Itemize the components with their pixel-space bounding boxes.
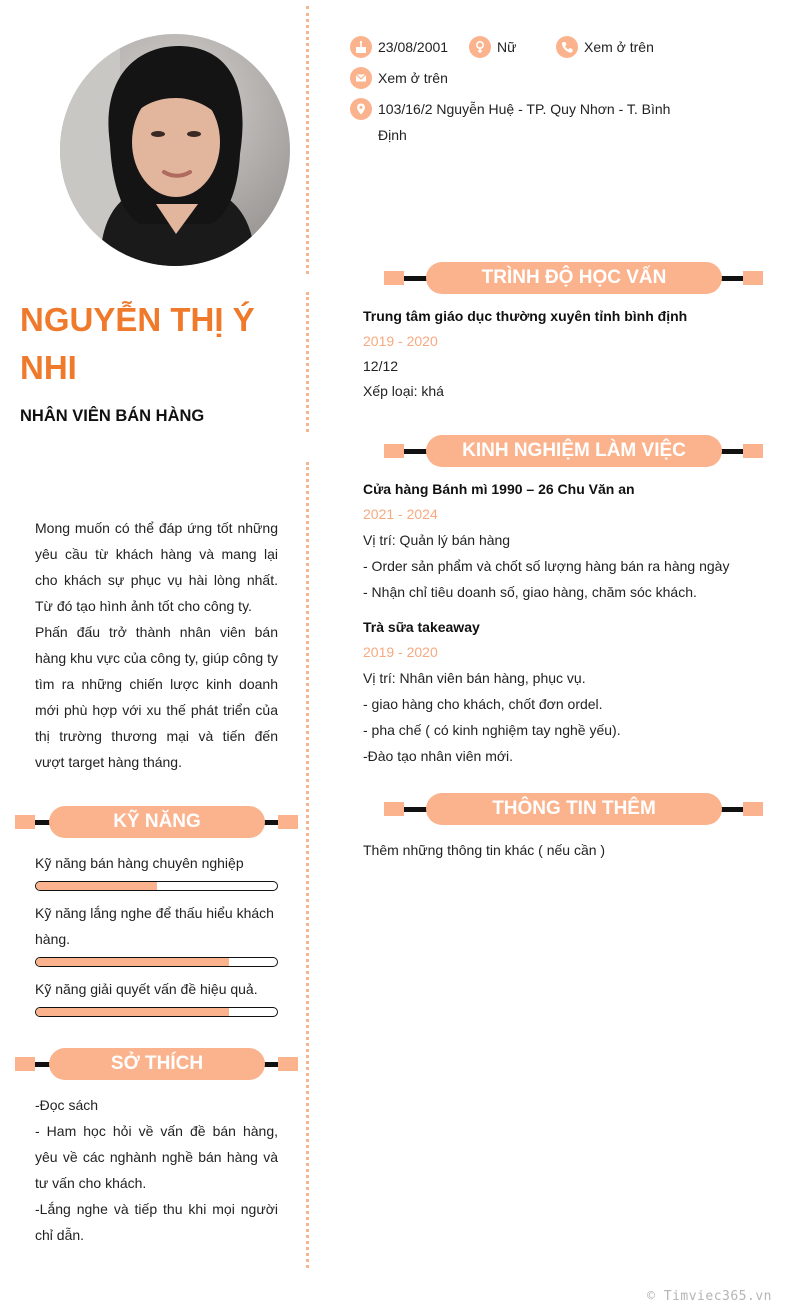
skills-list	[35, 850, 278, 1026]
job-period: 2019 - 2020	[363, 644, 438, 660]
education-section	[363, 304, 753, 404]
skill-item	[35, 900, 278, 967]
hobbies-title: SỞ THÍCH	[49, 1048, 265, 1080]
candidate-name: NGUYỄN THỊ Ý NHI	[20, 301, 255, 386]
job-detail: Vị trí: Nhân viên bán hàng, phục vụ.	[363, 670, 586, 686]
hobbies-header	[15, 1048, 298, 1082]
education-header	[384, 262, 764, 296]
job-company: Cửa hàng Bánh mì 1990 – 26 Chu Văn an	[363, 481, 635, 497]
contact-address	[350, 98, 680, 148]
hobby-item: -Đọc sách	[35, 1097, 99, 1113]
job-detail: - giao hàng cho khách, chốt đơn ordel.	[363, 696, 603, 712]
job-detail: Vị trí: Quản lý bán hàng	[363, 532, 511, 548]
education-title: TRÌNH ĐỘ HỌC VẤN	[426, 262, 722, 294]
job-detail: - pha chế ( có kinh nghiệm tay nghề yếu).	[363, 722, 621, 738]
skill-item	[35, 850, 278, 891]
email-text: Xem ở trên	[378, 70, 448, 86]
experience-title: KINH NGHIỆM LÀM VIỆC	[426, 435, 722, 467]
hobby-item: - Ham học hỏi về vấn đề bán hàng, yêu về các nghành nghề bán hàng và tư vấn cho khách.	[35, 1123, 278, 1191]
job-item	[363, 477, 753, 605]
objective-paragraph: Phấn đấu trở thành nhân viên bán hàng khu vực của công ty, giúp công ty tìm ra những chiến lược kinh doanh mới phù hợp với xu thế phát triển của thị trường thương mại và tiến đến vượt target hàng tháng.	[35, 624, 278, 770]
objective-paragraph: Mong muốn có thể đáp ứng tốt những yêu cầu từ khách hàng và mang lại cho khách sự phục vụ hài lòng nhất. Từ đó tạo hình ảnh tốt cho công ty.	[35, 520, 278, 614]
skill-item	[35, 976, 278, 1017]
contact-birthday	[350, 36, 448, 60]
job-title: NHÂN VIÊN BÁN HÀNG	[20, 407, 205, 425]
education-period: 2019 - 2020	[363, 333, 438, 349]
phone-icon	[556, 36, 578, 58]
education-rank: Xếp loại: khá	[363, 383, 444, 399]
divider-top	[306, 6, 309, 274]
job-detail: - Order sản phẩm và chốt số lượng hàng bán ra hàng ngày	[363, 558, 730, 574]
gender-icon	[469, 36, 491, 58]
job-detail: - Nhận chỉ tiêu doanh số, giao hàng, chăm sóc khách.	[363, 584, 697, 600]
job-item	[363, 615, 753, 769]
cake-icon	[350, 36, 372, 58]
skills-title: KỸ NĂNG	[49, 806, 265, 838]
contact-gender	[469, 36, 516, 60]
divider-bottom	[306, 462, 309, 1268]
job-detail: -Đào tạo nhân viên mới.	[363, 748, 514, 764]
skill-name: Kỹ năng bán hàng chuyên nghiệp	[35, 855, 244, 871]
job-period: 2021 - 2024	[363, 506, 438, 522]
hobbies-list	[35, 1092, 278, 1248]
skill-level-bar	[35, 1007, 278, 1017]
career-objective	[35, 515, 278, 775]
hobby-item: -Lắng nghe và tiếp thu khi mọi người chỉ dẫn.	[35, 1201, 278, 1243]
contact-email	[350, 67, 448, 91]
phone-text: Xem ở trên	[584, 39, 654, 55]
additional-section	[363, 838, 753, 863]
address-text: 103/16/2 Nguyễn Huệ - TP. Quy Nhơn - T. Bình Định	[378, 101, 671, 143]
avatar	[60, 34, 290, 266]
gender-text: Nữ	[497, 39, 517, 55]
birthday-text: 23/08/2001	[378, 39, 449, 55]
additional-header	[384, 793, 764, 827]
experience-section	[363, 477, 753, 769]
skill-level-bar	[35, 957, 278, 967]
additional-title: THÔNG TIN THÊM	[426, 793, 722, 825]
divider-middle	[306, 292, 309, 432]
email-icon	[350, 67, 372, 89]
skill-level-bar	[35, 881, 278, 891]
watermark: © Timviec365.vn	[647, 1289, 772, 1304]
skill-name: Kỹ năng lắng nghe để thấu hiểu khách hàng.	[35, 905, 274, 947]
education-grade: 12/12	[363, 358, 399, 374]
map-icon	[350, 98, 372, 120]
contact-phone	[556, 36, 654, 60]
school-name: Trung tâm giáo dục thường xuyên tỉnh bình định	[363, 308, 688, 324]
skill-name: Kỹ năng giải quyết vấn đề hiệu quả.	[35, 981, 258, 997]
skills-header	[15, 806, 298, 840]
experience-header	[384, 435, 764, 469]
job-company: Trà sữa takeaway	[363, 619, 480, 635]
additional-text: Thêm những thông tin khác ( nếu cần )	[363, 842, 606, 858]
avatar-photo	[60, 34, 290, 266]
